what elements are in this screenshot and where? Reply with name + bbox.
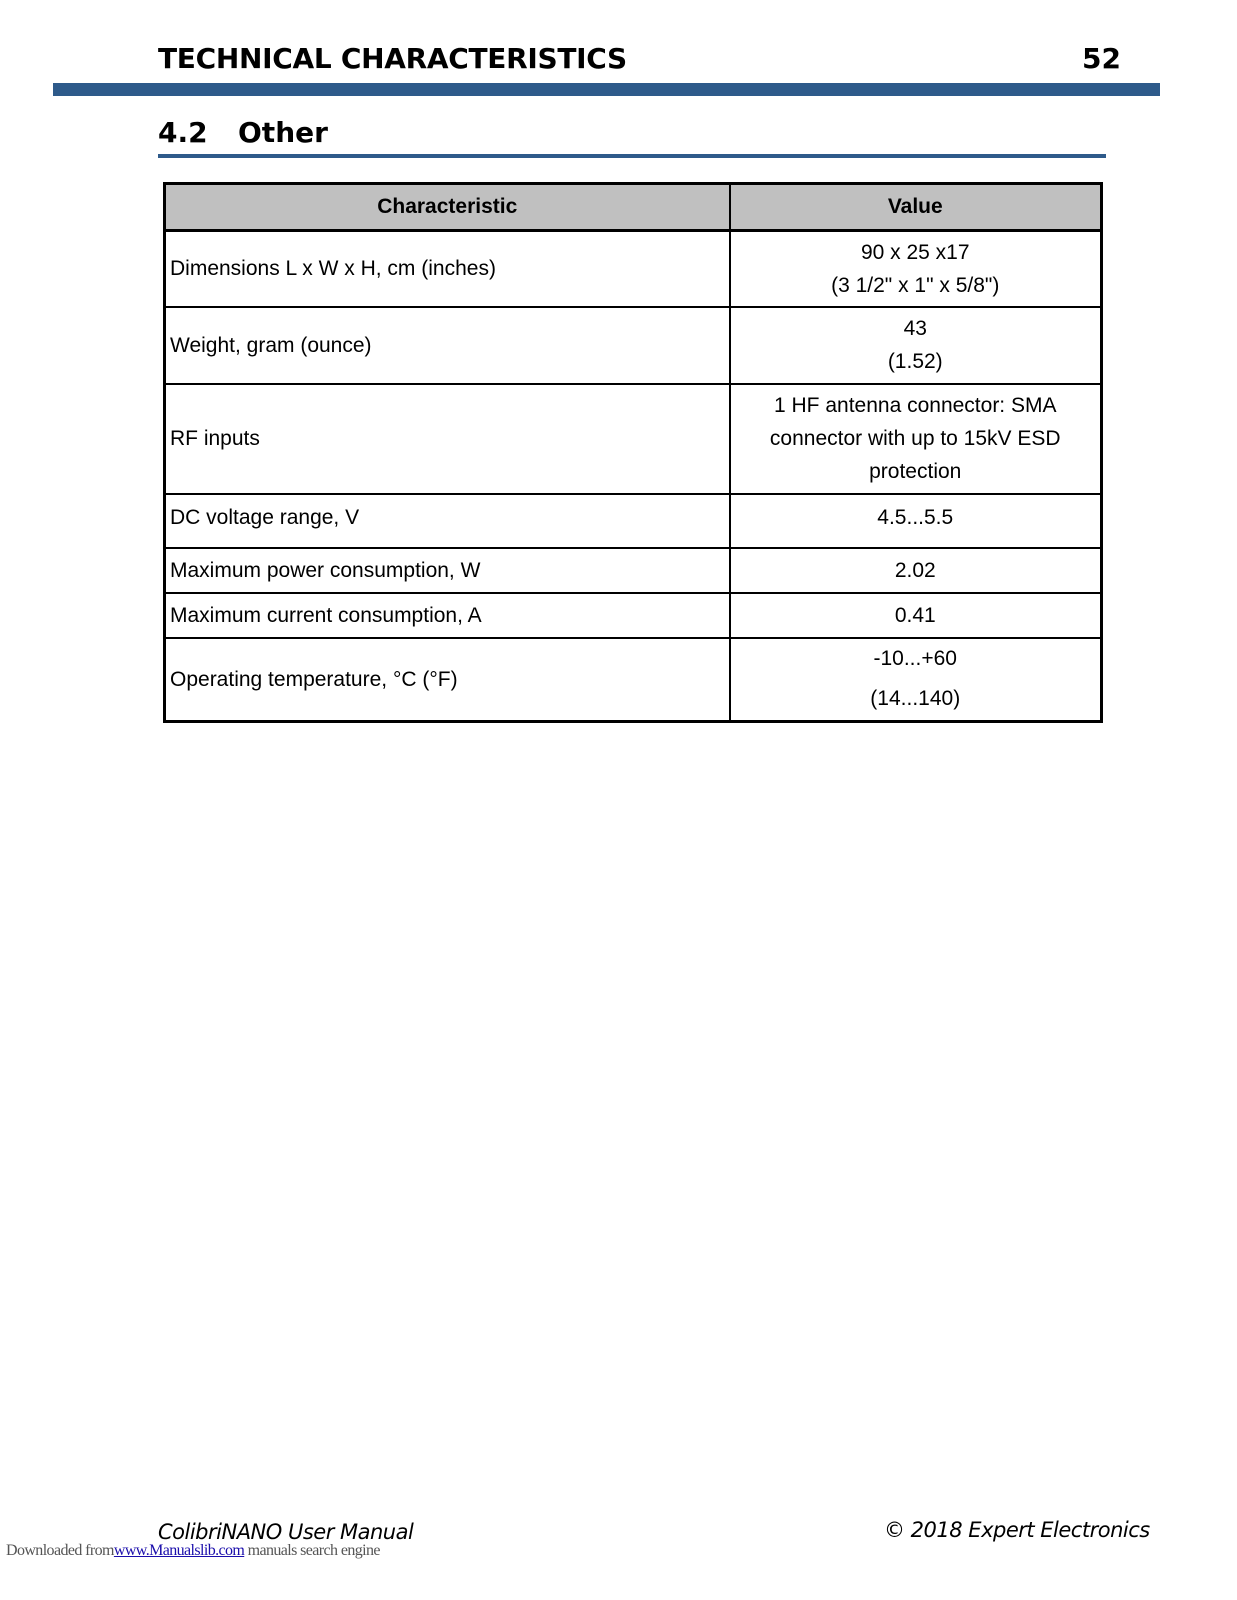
characteristic-cell: Weight, gram (ounce) [165, 307, 730, 384]
table-row [165, 307, 1102, 384]
table-row [165, 548, 1102, 593]
table-row [165, 384, 1102, 494]
value-cell [730, 384, 1102, 494]
value-line: 43 [903, 317, 927, 340]
download-prefix: Downloaded from [6, 1542, 114, 1559]
value-cell [730, 593, 1102, 638]
value-cell [730, 638, 1102, 722]
section-divider [158, 154, 1106, 158]
column-header-value: Value [730, 184, 1102, 231]
section-title: Other [238, 116, 328, 149]
column-header-characteristic: Characteristic [165, 184, 730, 231]
value-line: protection [869, 460, 962, 483]
characteristic-cell: RF inputs [165, 384, 730, 494]
download-suffix: manuals search engine [244, 1542, 380, 1559]
section-heading [158, 116, 328, 149]
header-divider [53, 83, 1160, 96]
page-number: 52 [1082, 42, 1121, 75]
table-row [165, 638, 1102, 722]
value-line: (3 1/2" x 1" x 5/8") [831, 273, 1000, 297]
footer-manual-title: ColibriNANO User Manual [158, 1520, 414, 1544]
value-line: -10...+60 [873, 647, 957, 671]
specifications-table [163, 182, 1103, 723]
manualslib-link[interactable]: www.Manualslib.com [113, 1542, 245, 1559]
value-cell [730, 231, 1102, 307]
characteristic-cell: Dimensions L x W x H, cm (inches) [165, 231, 730, 307]
value-line: 4.5...5.5 [877, 505, 954, 529]
characteristic-cell: DC voltage range, V [165, 494, 730, 548]
characteristic-cell: Maximum power consumption, W [165, 548, 730, 593]
characteristic-cell: Operating temperature, °C (°F) [165, 638, 730, 722]
value-cell [730, 307, 1102, 384]
value-line: connector with up to 15kV ESD [769, 427, 1061, 450]
table-header-row [165, 184, 1102, 231]
characteristic-cell: Maximum current consumption, A [165, 593, 730, 638]
section-number: 4.2 [158, 116, 208, 149]
value-line: 0.41 [894, 603, 936, 627]
value-line: 2.02 [894, 558, 936, 582]
value-cell [730, 548, 1102, 593]
download-notice [6, 1542, 380, 1560]
value-cell [730, 494, 1102, 548]
value-line: 90 x 25 x17 [860, 240, 970, 264]
value-line: (14...140) [870, 687, 961, 711]
table-row [165, 593, 1102, 638]
value-line: (1.52) [887, 350, 943, 373]
table-row [165, 494, 1102, 548]
footer-copyright: © 2018 Expert Electronics [884, 1518, 1150, 1542]
value-line: 1 HF antenna connector: SMA [774, 394, 1057, 417]
header-title: TECHNICAL CHARACTERISTICS [158, 42, 627, 75]
table-row [165, 231, 1102, 307]
